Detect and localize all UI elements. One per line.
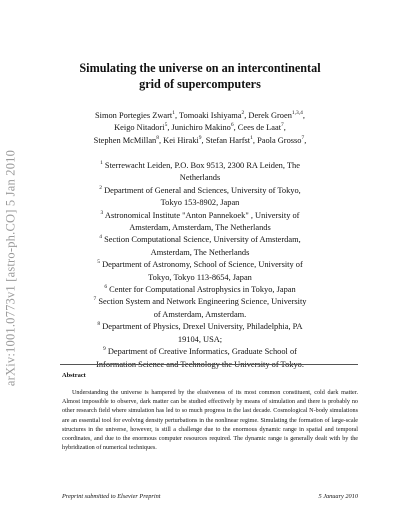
arxiv-identifier-stamp	[2, 88, 20, 448]
affiliation: $^2$ Department of General and Sciences, University of Tokyo, Tokyo 153-8902, Japan	[99, 185, 301, 208]
author: Paola Grosso$^7$,	[257, 135, 307, 145]
affiliation: $^8$ Department of Physics, Drexel University, Philadelphia, PA 19104, USA;	[97, 321, 303, 344]
arxiv-identifier-text: arXiv:1001.0773v1 [astro-ph.CO] 5 Jan 2010	[3, 149, 18, 387]
affiliation: $^1$ Sterrewacht Leiden, P.O. Box 9513, 2300 RA Leiden, The Netherlands	[100, 160, 300, 183]
title-line-2: grid of supercomputers	[139, 77, 261, 91]
affiliation: $^9$ Department of Creative Informatics, Graduate School of Information Science and Technology the University of Tokyo.	[96, 346, 304, 369]
author: Kei Hiraki$^9$,	[163, 135, 206, 145]
author: Tomoaki Ishiyama$^2$,	[179, 110, 249, 120]
affiliation-list	[48, 160, 352, 371]
author: Junichiro Makino$^6$,	[171, 122, 238, 133]
affiliation: $^4$ Section Computational Science, University of Amsterdam, Amsterdam, The Netherlands	[99, 234, 301, 257]
author: Stefan Harfst$^1$,	[205, 135, 258, 145]
abstract-heading: Abstract	[62, 372, 86, 379]
affiliation: $^5$ Department of Astronomy, School of Science, University of Tokyo, Tokyo 113-8654, Japan	[97, 259, 303, 282]
affiliation: $^3$ Astronomical Institute "Anton Pannekoek" , University of Amsterdam, Amsterdam, The Netherlands	[100, 209, 300, 233]
author: Cees de Laat$^7$,	[237, 122, 286, 133]
affiliation: $^6$ Center for Computational Astrophysics in Tokyo, Japan	[104, 284, 296, 295]
author: Stephen McMillan$^8$,	[93, 135, 164, 145]
abstract-top-rule	[60, 364, 358, 365]
preprint-note: Preprint submitted to Elsevier Preprint	[62, 493, 161, 500]
author: Derek Groen$^{1,3,4}$,	[248, 110, 305, 120]
author: Keigo Nitadori$^5$,	[114, 122, 172, 133]
preprint-date: 5 January 2010	[318, 493, 358, 500]
title-line-1: Simulating the universe on an intercontinental	[79, 61, 321, 75]
paper-title	[40, 60, 360, 92]
author-list	[48, 110, 352, 147]
abstract-body: Understanding the universe is hampered by the elusiveness of its most common constituent, cold dark matter. Almost impossible to observe, dark matter can be studied effectively by means of simulation and there is probably no other research field where simulation has led to so much progress in the last decade. Cosmological N-body simulations are an essential tool for evolving density perturbations in the nonlinear regime. Simulating the formation of large-scale structures in the universe, however, is still a challenge due to the enormous dynamic range in spatial and temporal coordinates, and due to the enormous computer resources required. The dynamic range is generally dealt with by the hybridization of numerical techniques.	[62, 390, 358, 452]
affiliation: $^7$ Section System and Network Engineering Science, University of Amsterdam, Amsterdam.	[93, 296, 307, 319]
author: Simon Portegies Zwart$^1$,	[95, 110, 180, 120]
